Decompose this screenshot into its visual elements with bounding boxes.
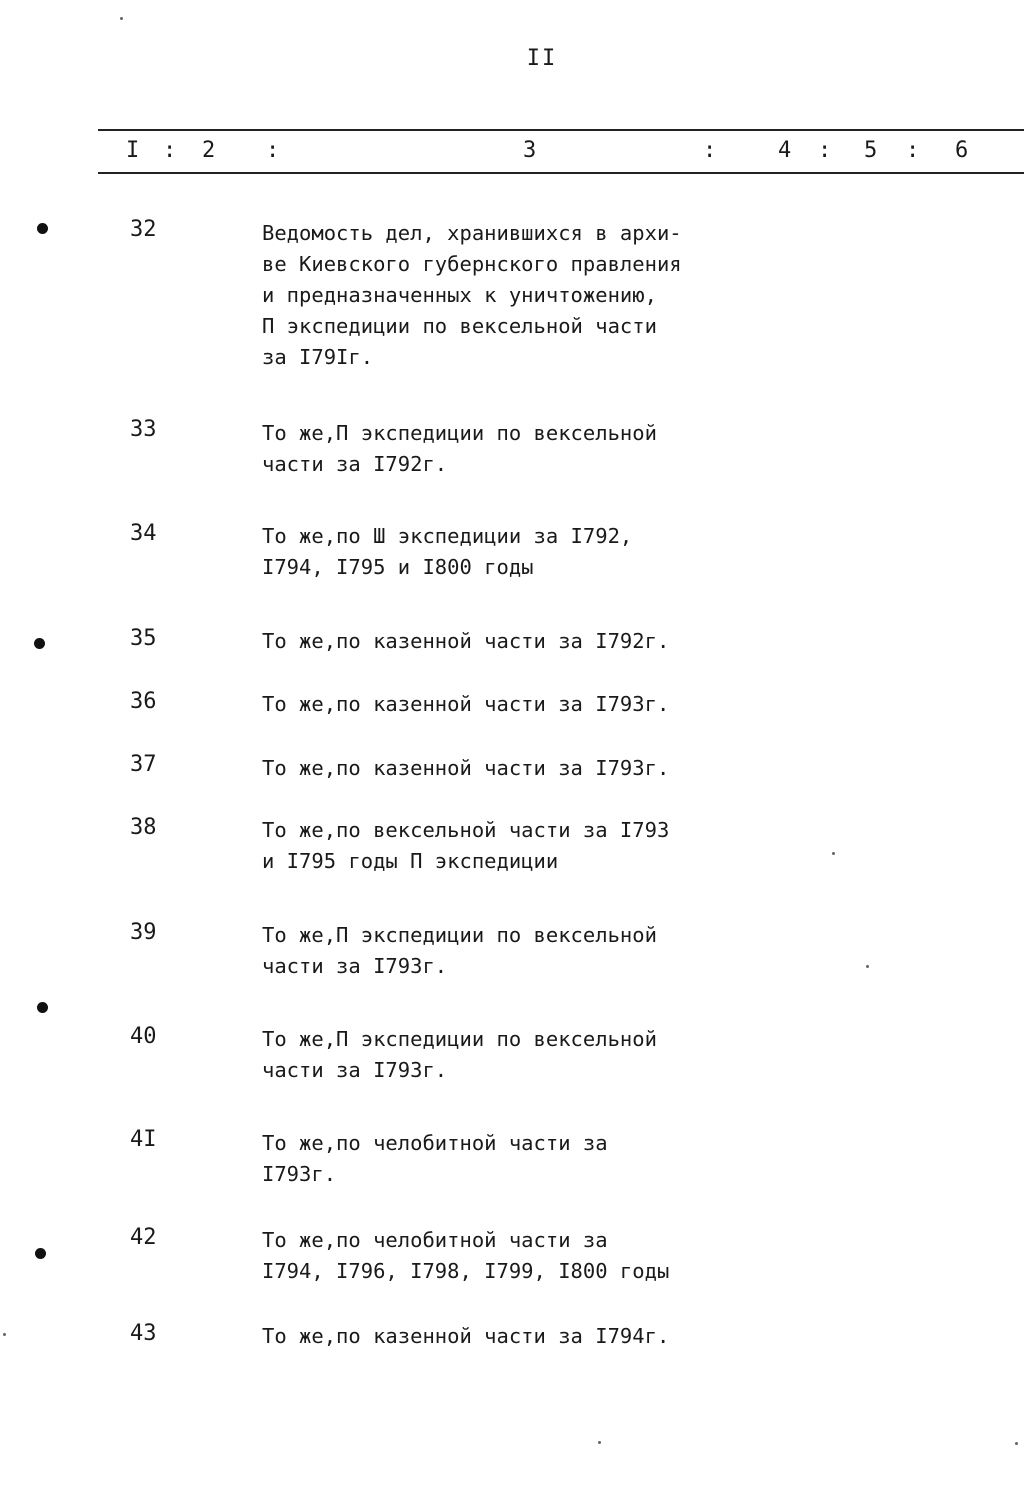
entry-description: То же,по казенной части за I792г. bbox=[262, 629, 670, 653]
entry-number: 43 bbox=[130, 1321, 157, 1346]
entry-description: То же,по челобитной части за I794, I796, I798, I799, I800 годы bbox=[262, 1228, 670, 1283]
punch-hole bbox=[37, 1002, 48, 1013]
scan-speck bbox=[3, 1333, 6, 1336]
entry-number: 36 bbox=[130, 689, 157, 714]
entry-number: 40 bbox=[130, 1024, 157, 1049]
entry-description: То же,П экспедиции по вексельной части за I793г. bbox=[262, 923, 657, 978]
entry-number: 39 bbox=[130, 920, 157, 945]
punch-hole bbox=[34, 638, 45, 649]
punch-hole bbox=[35, 1248, 46, 1259]
entry-description: То же,по вексельной части за I793 и I795 годы П экспедиции bbox=[262, 818, 670, 873]
entry-number: 4I bbox=[130, 1127, 157, 1152]
column-header-5: 5 bbox=[864, 138, 878, 163]
scan-speck bbox=[832, 852, 835, 855]
scan-speck bbox=[1015, 1442, 1018, 1445]
column-separator: : bbox=[163, 138, 177, 163]
entry-description: То же,П экспедиции по вексельной части за I792г. bbox=[262, 421, 657, 476]
entry-description: То же,по Ш экспедиции за I792, I794, I795 и I800 годы bbox=[262, 524, 633, 579]
column-header-4: 4 bbox=[778, 138, 792, 163]
entry-description: То же,П экспедиции по вексельной части за I793г. bbox=[262, 1027, 657, 1082]
scan-speck bbox=[866, 965, 869, 968]
column-header-6: 6 bbox=[955, 138, 969, 163]
punch-hole bbox=[37, 223, 48, 234]
entry-description: То же,по челобитной части за I793г. bbox=[262, 1131, 608, 1186]
column-header-2: 2 bbox=[202, 138, 216, 163]
column-separator: : bbox=[266, 138, 280, 163]
table-header-bottom-rule bbox=[98, 172, 1024, 174]
entry-description: То же,по казенной части за I794г. bbox=[262, 1324, 670, 1348]
entry-description: То же,по казенной части за I793г. bbox=[262, 756, 670, 780]
column-header-3: 3 bbox=[523, 138, 537, 163]
entry-number: 32 bbox=[130, 217, 157, 242]
entry-number: 37 bbox=[130, 752, 157, 777]
page-number: II bbox=[526, 46, 558, 71]
column-separator: : bbox=[818, 138, 832, 163]
entry-number: 33 bbox=[130, 417, 157, 442]
column-separator: : bbox=[703, 138, 717, 163]
entry-description: То же,по казенной части за I793г. bbox=[262, 692, 670, 716]
entry-number: 34 bbox=[130, 521, 157, 546]
column-separator: : bbox=[906, 138, 920, 163]
table-header-top-rule bbox=[98, 129, 1024, 131]
entry-description: Ведомость дел, хранившихся в архи- ве Киевского губернского правления и предназначенных к уничтожению, П экспедиции по вексельной части за I79Iг. bbox=[262, 221, 682, 369]
entry-number: 38 bbox=[130, 815, 157, 840]
column-header-1: I bbox=[126, 138, 140, 163]
scan-speck bbox=[598, 1441, 601, 1444]
entry-number: 42 bbox=[130, 1225, 157, 1250]
scan-speck bbox=[120, 17, 123, 20]
entry-number: 35 bbox=[130, 626, 157, 651]
